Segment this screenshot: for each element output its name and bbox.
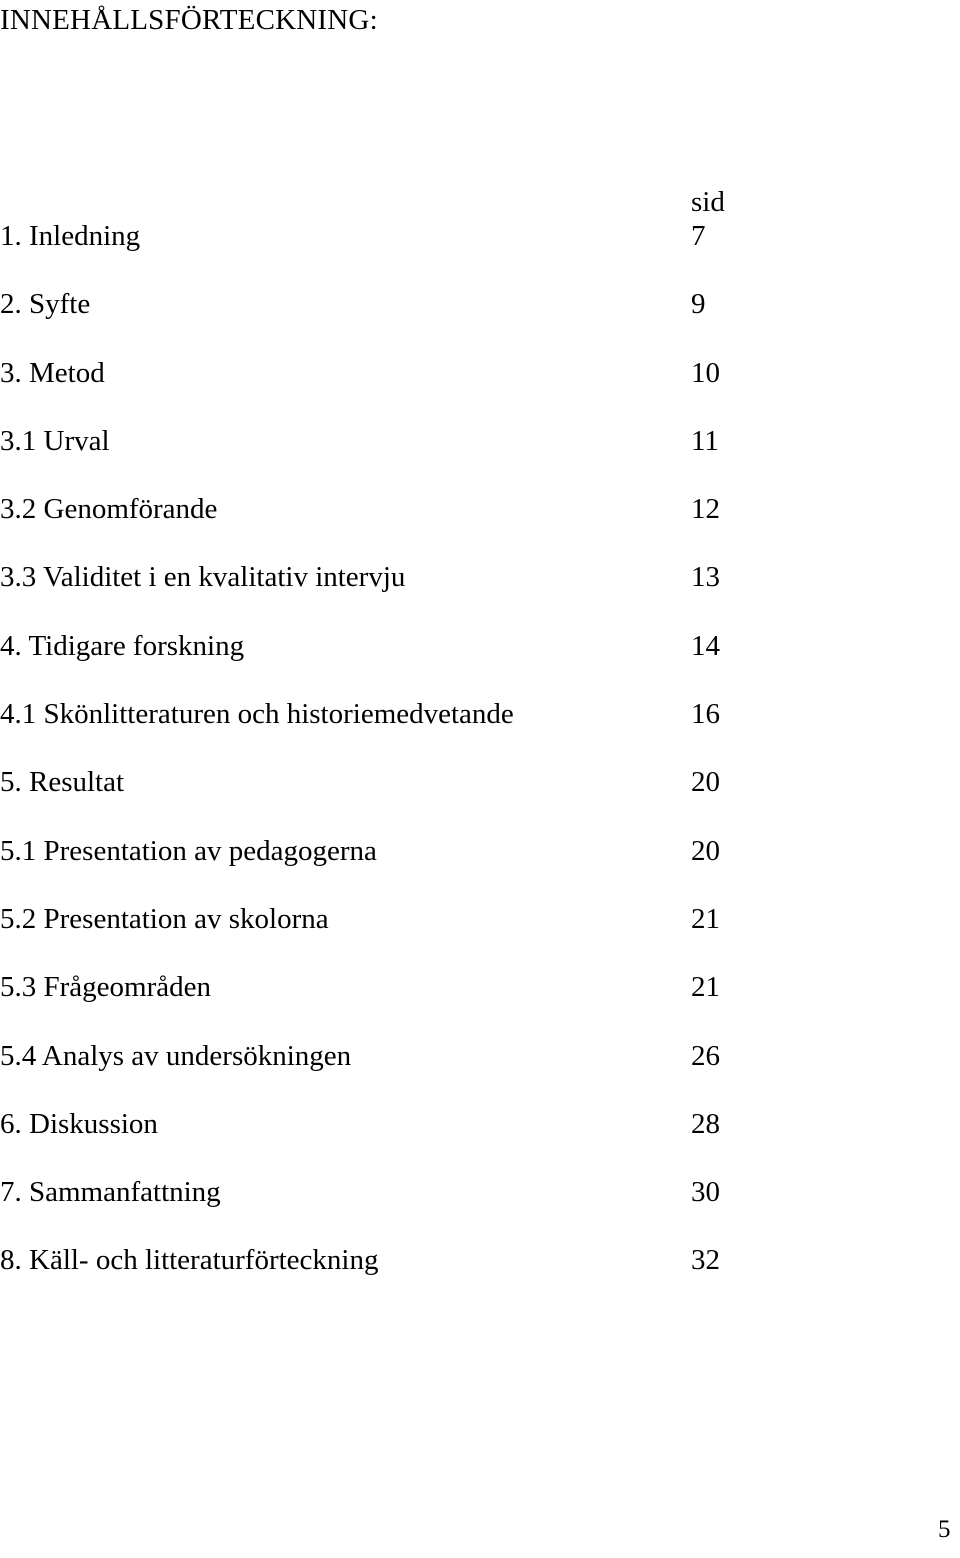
toc-entry [0,1174,960,1242]
toc-entry-label: 4. Tidigare forskning [0,629,245,662]
toc-entry [0,1038,960,1106]
toc-entry-label: 7. Sammanfattning [0,1176,221,1209]
page-number: 5 [938,1516,951,1543]
toc-entry-label: 2. Syfte [0,288,91,321]
toc-entry-label: 5.1 Presentation av pedagogerna [0,834,377,867]
toc-entry [0,559,960,627]
toc-entry-label: 6. Diskussion [0,1107,158,1140]
toc-entry-page: 12 [691,493,720,526]
document-title: INNEHÅLLSFÖRTECKNING: [0,4,378,36]
toc-entry [0,969,960,1037]
toc-entry [0,901,960,969]
toc-entry [0,1242,960,1310]
toc-entry-label: 1. Inledning [0,220,141,252]
toc-entry-page: 30 [691,1176,720,1209]
toc-entry-page: 13 [691,561,720,594]
page-column-header: sid [691,186,725,218]
toc-entry [0,833,960,901]
toc-entry [0,286,960,354]
toc-entry-label: 8. Käll- och litteraturförteckning [0,1244,379,1277]
toc-entry [0,1106,960,1174]
toc-entry-label: 5.3 Frågeområden [0,971,211,1004]
toc-entry-page: 20 [691,834,720,867]
toc-entry-page: 20 [691,766,720,799]
toc-entry-label: 5. Resultat [0,766,125,799]
toc-entry-label: 3.3 Validitet i en kvalitativ intervju [0,561,406,594]
toc-entry [0,696,960,764]
toc-entry-page: 14 [691,629,720,662]
toc-entry-page: 7 [691,220,706,252]
toc-entry [0,764,960,832]
toc-entry-label: 3.1 Urval [0,424,110,457]
toc-entry-label: 4.1 Skönlitteraturen och historiemedvetande [0,698,514,731]
toc-entry-page: 21 [691,902,720,935]
toc-entry-page: 21 [691,971,720,1004]
toc-entry-page: 32 [691,1244,720,1277]
toc-entry-page: 9 [691,288,706,321]
toc-entry [0,491,960,559]
toc-entry-page: 28 [691,1107,720,1140]
toc-entry [0,628,960,696]
toc-entry-page: 16 [691,698,720,731]
toc-entry [0,218,960,286]
toc-entry-label: 5.2 Presentation av skolorna [0,902,329,935]
toc-entry [0,355,960,423]
toc-entry-label: 3.2 Genomförande [0,493,218,526]
toc-entry-label: 5.4 Analys av undersökningen [0,1039,352,1072]
toc-entry-label: 3. Metod [0,356,105,389]
table-of-contents [0,218,960,1311]
toc-entry-page: 11 [691,424,719,457]
toc-entry [0,423,960,491]
toc-entry-page: 26 [691,1039,720,1072]
toc-entry-page: 10 [691,356,720,389]
